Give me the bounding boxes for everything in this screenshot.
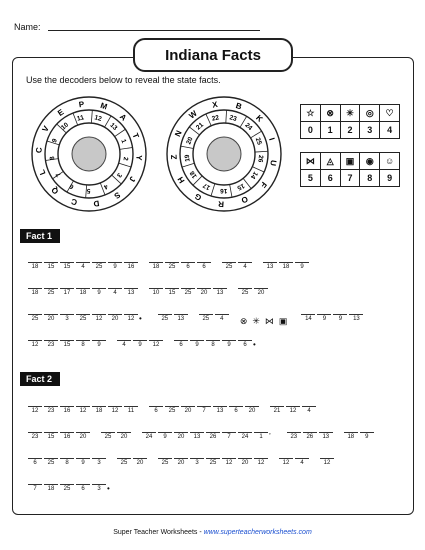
wheel-1-letter: E <box>56 107 66 118</box>
symbol-table-1-symbol-cell: ✳ <box>340 105 360 122</box>
wheel-2-letter: G <box>193 191 204 203</box>
answer-blank[interactable]: 9 <box>158 432 172 440</box>
answer-blank[interactable]: 12 <box>108 406 122 414</box>
answer-blank[interactable]: 20 <box>197 288 211 296</box>
answer-blank[interactable]: 4 <box>76 262 90 270</box>
punctuation-mark: ’ <box>269 432 271 441</box>
answer-blank[interactable]: 13 <box>319 432 333 440</box>
fact-1-word <box>149 288 229 296</box>
answer-blank[interactable]: 20 <box>117 432 131 440</box>
wheel-2-number: 23 <box>228 114 238 123</box>
answer-blank[interactable]: 25 <box>206 458 220 466</box>
answer-blank[interactable]: 9 <box>317 314 331 322</box>
name-field[interactable] <box>48 30 260 31</box>
answer-blank[interactable]: 13 <box>213 406 227 414</box>
answer-blank[interactable]: 20 <box>108 314 122 322</box>
answer-blank[interactable]: 12 <box>286 406 300 414</box>
fact-1-word <box>158 314 190 322</box>
wheel-1-number: 6 <box>68 182 76 191</box>
answer-blank[interactable]: 6 <box>28 458 42 466</box>
fact-1-word <box>301 314 365 322</box>
answer-blank[interactable]: 9 <box>133 340 147 348</box>
answer-blank[interactable]: 20 <box>174 458 188 466</box>
fact-2-word <box>270 406 318 414</box>
fact-1-word <box>28 314 149 323</box>
answer-blank[interactable]: 4 <box>117 340 131 348</box>
answer-blank[interactable]: 7 <box>28 484 42 492</box>
wheel-1-letter: V <box>40 124 51 134</box>
symbol-decoder-table-2 <box>300 152 400 187</box>
wheel-1-number: 3 <box>114 171 123 179</box>
fact-2-word <box>158 458 270 466</box>
answer-blank[interactable]: 12 <box>320 458 334 466</box>
answer-blank[interactable]: 12 <box>92 314 106 322</box>
fact-1-word <box>238 288 270 296</box>
wheel-1-number: 2 <box>121 156 129 161</box>
wheel-2-hub <box>207 137 241 171</box>
wheel-2-number: 25 <box>253 136 263 146</box>
answer-blank[interactable]: 18 <box>28 262 42 270</box>
symbol-clue: ▣ <box>278 316 288 326</box>
answer-blank[interactable]: 3 <box>60 314 74 322</box>
wheel-2-letter: H <box>175 175 187 185</box>
wheel-1-letter: J <box>127 174 138 184</box>
answer-blank[interactable]: 8 <box>76 340 90 348</box>
answer-blank[interactable]: 9 <box>360 432 374 440</box>
answer-blank[interactable]: 9 <box>92 340 106 348</box>
answer-blank[interactable]: 25 <box>92 262 106 270</box>
wheel-1-letter: Q <box>49 185 61 197</box>
symbol-table-2-symbol-cell: ▣ <box>340 153 360 170</box>
answer-blank[interactable]: 13 <box>213 288 227 296</box>
wheel-1-number: 13 <box>108 121 119 132</box>
fact-1-word <box>117 340 165 348</box>
footer-url[interactable]: www.superteacherworksheets.com <box>203 529 312 536</box>
wheel-2-letter: K <box>254 113 265 124</box>
wheel-1-letter: L <box>37 168 48 177</box>
wheel-1-letter: A <box>117 112 129 123</box>
wheel-1-number: 9 <box>51 137 59 144</box>
wheel-2-letter: N <box>173 129 184 139</box>
answer-blank[interactable]: 15 <box>44 262 58 270</box>
answer-blank[interactable]: 1 <box>254 432 268 440</box>
fact-2-word <box>28 432 92 440</box>
fact-1-word <box>199 314 231 322</box>
answer-blank[interactable]: 9 <box>190 340 204 348</box>
answer-blank[interactable]: 18 <box>76 288 90 296</box>
answer-blank[interactable]: 13 <box>124 288 138 296</box>
wheel-1-letter: C <box>34 147 44 154</box>
answer-blank[interactable]: 23 <box>28 432 42 440</box>
wheel-1-letter: P <box>78 99 85 110</box>
wheel-2-number: 15 <box>235 181 246 192</box>
answer-blank[interactable]: 7 <box>222 432 236 440</box>
wheel-1-letter: S <box>112 190 122 201</box>
wheel-2-number: 18 <box>188 169 199 180</box>
fact-2-word <box>320 458 336 466</box>
wheel-2-number: 21 <box>194 121 206 132</box>
wheel-1-letter: D <box>92 198 100 209</box>
answer-blank[interactable]: 25 <box>28 314 42 322</box>
fact-2-line <box>28 458 345 466</box>
wheel-1-letter: M <box>99 100 109 112</box>
answer-blank[interactable]: 25 <box>158 314 172 322</box>
fact-2-word <box>142 432 278 441</box>
punctuation-mark: • <box>107 484 110 493</box>
answer-blank[interactable]: 20 <box>238 458 252 466</box>
answer-blank[interactable]: 23 <box>44 406 58 414</box>
answer-blank[interactable]: 9 <box>295 262 309 270</box>
fact-1-line <box>28 314 374 327</box>
fact-2-word <box>28 484 117 493</box>
wheel-2-letter: F <box>258 180 269 190</box>
answer-blank[interactable]: 25 <box>60 484 74 492</box>
answer-blank[interactable]: 25 <box>165 262 179 270</box>
wheel-2-letter: B <box>234 101 243 112</box>
answer-blank[interactable]: 12 <box>149 340 163 348</box>
answer-blank[interactable]: 25 <box>181 288 195 296</box>
wheel-1-letter: Y <box>134 154 144 161</box>
answer-blank[interactable]: 21 <box>270 406 284 414</box>
fact-2-word <box>149 406 261 414</box>
answer-blank[interactable]: 12 <box>28 406 42 414</box>
answer-blank[interactable]: 18 <box>28 288 42 296</box>
answer-blank[interactable]: 6 <box>197 262 211 270</box>
wheel-1-number: 11 <box>76 114 85 123</box>
symbol-table-1-number-cell: 3 <box>360 122 380 139</box>
symbol-table-1-number-cell: 2 <box>340 122 360 139</box>
answer-blank[interactable]: 12 <box>124 314 138 322</box>
answer-blank[interactable]: 9 <box>333 314 347 322</box>
answer-blank[interactable]: 25 <box>158 458 172 466</box>
answer-blank[interactable]: 9 <box>76 458 90 466</box>
answer-blank[interactable]: 25 <box>165 406 179 414</box>
answer-blank[interactable]: 12 <box>279 458 293 466</box>
wheel-2-letter: X <box>211 99 219 110</box>
symbol-table-1-symbol-cell: ◎ <box>360 105 380 122</box>
symbol-table-1-symbol-cell: ⊗ <box>320 105 340 122</box>
wheel-2-number: 14 <box>248 170 259 180</box>
answer-blank[interactable]: 25 <box>76 314 90 322</box>
answer-blank[interactable]: 7 <box>197 406 211 414</box>
wheel-2-letter: U <box>268 159 279 167</box>
answer-blank[interactable]: 9 <box>92 288 106 296</box>
answer-blank[interactable]: 15 <box>60 340 74 348</box>
symbol-table-1-number-cell: 1 <box>320 122 340 139</box>
fact-1-word <box>149 262 213 270</box>
answer-blank[interactable]: 9 <box>108 262 122 270</box>
symbol-decoder-table-1 <box>300 104 400 139</box>
answer-blank[interactable]: 26 <box>206 432 220 440</box>
symbol-table-2-number-cell: 9 <box>380 170 400 187</box>
page-title: Indiana Facts <box>133 38 293 72</box>
answer-blank[interactable]: 6 <box>174 340 188 348</box>
answer-blank[interactable]: 13 <box>190 432 204 440</box>
fact-2-line <box>28 432 385 441</box>
fact-1-word <box>28 340 108 348</box>
symbol-table-2-symbol-cell: ☺ <box>380 153 400 170</box>
symbol-table-1-number-cell: 4 <box>380 122 400 139</box>
wheel-1-number: 1 <box>119 138 128 145</box>
answer-blank[interactable]: 18 <box>92 406 106 414</box>
symbol-table-2-number-cell: 8 <box>360 170 380 187</box>
answer-blank[interactable]: 13 <box>349 314 363 322</box>
wheel-2-number: 26 <box>256 154 265 163</box>
answer-blank[interactable]: 6 <box>229 406 243 414</box>
wheel-2-number: 24 <box>243 121 254 132</box>
answer-blank[interactable]: 12 <box>222 458 236 466</box>
symbol-table-2-symbol-cell: ◉ <box>360 153 380 170</box>
answer-blank[interactable]: 3 <box>190 458 204 466</box>
fact-1-line <box>28 340 272 349</box>
answer-blank[interactable]: 8 <box>206 340 220 348</box>
fact-2-word <box>279 458 311 466</box>
wheel-2-number: 22 <box>211 114 220 123</box>
decoder-wheel-2 <box>165 95 283 213</box>
answer-blank[interactable]: 16 <box>60 432 74 440</box>
answer-blank[interactable]: 20 <box>76 432 90 440</box>
fact-2-word <box>287 432 335 440</box>
symbol-table-2-symbol-cell: ◬ <box>320 153 340 170</box>
fact-1-word <box>174 340 263 349</box>
wheel-1-letter: T <box>130 131 141 140</box>
answer-blank[interactable]: 24 <box>142 432 156 440</box>
decoder-wheel-1 <box>30 95 148 213</box>
answer-blank[interactable]: 25 <box>199 314 213 322</box>
punctuation-mark: • <box>253 340 256 349</box>
symbol-table-1-symbol-cell: ☆ <box>301 105 321 122</box>
answer-blank[interactable]: 8 <box>60 458 74 466</box>
symbol-table-2-number-cell: 7 <box>340 170 360 187</box>
answer-blank[interactable]: 12 <box>76 406 90 414</box>
answer-blank[interactable]: 17 <box>60 288 74 296</box>
answer-blank[interactable]: 24 <box>238 432 252 440</box>
wheel-1-number: 7 <box>54 171 63 178</box>
wheel-1-hub <box>72 137 106 171</box>
wheel-1-letter: C <box>70 196 79 207</box>
symbol-clue: ⋈ <box>264 316 274 326</box>
answer-blank[interactable]: 3 <box>92 484 106 492</box>
answer-blank[interactable]: 25 <box>117 458 131 466</box>
answer-blank[interactable]: 26 <box>303 432 317 440</box>
punctuation-mark: • <box>139 314 142 323</box>
answer-blank[interactable]: 15 <box>165 288 179 296</box>
name-label: Name: <box>14 22 41 32</box>
answer-blank[interactable]: 20 <box>44 314 58 322</box>
answer-blank[interactable]: 12 <box>28 340 42 348</box>
answer-blank[interactable]: 20 <box>245 406 259 414</box>
answer-blank[interactable]: 25 <box>222 262 236 270</box>
answer-blank[interactable]: 23 <box>287 432 301 440</box>
fact-1-word <box>28 262 140 270</box>
wheel-2-letter: W <box>187 108 199 121</box>
answer-blank[interactable]: 4 <box>215 314 229 322</box>
answer-blank[interactable]: 9 <box>222 340 236 348</box>
answer-blank[interactable]: 20 <box>174 432 188 440</box>
answer-blank[interactable]: 11 <box>124 406 138 414</box>
fact-2-line <box>28 406 327 414</box>
wheel-2-number: 16 <box>220 186 228 195</box>
answer-blank[interactable]: 4 <box>108 288 122 296</box>
answer-blank[interactable]: 4 <box>302 406 316 414</box>
answer-blank[interactable]: 6 <box>76 484 90 492</box>
fact-2-line <box>28 484 126 493</box>
fact-1-word <box>240 316 293 327</box>
symbol-clue: ⊗ <box>239 316 248 326</box>
answer-blank[interactable]: 15 <box>60 262 74 270</box>
wheel-2-letter: O <box>239 194 250 205</box>
answer-blank[interactable]: 6 <box>181 262 195 270</box>
answer-blank[interactable]: 18 <box>344 432 358 440</box>
answer-blank[interactable]: 6 <box>149 406 163 414</box>
answer-blank[interactable]: 13 <box>174 314 188 322</box>
fact-1-word <box>28 288 140 296</box>
answer-blank[interactable]: 20 <box>181 406 195 414</box>
answer-blank[interactable]: 16 <box>60 406 74 414</box>
wheel-2-letter: Z <box>169 154 179 160</box>
symbol-table-2-number-cell: 6 <box>320 170 340 187</box>
fact-1-word <box>263 262 311 270</box>
answer-blank[interactable]: 23 <box>44 340 58 348</box>
answer-blank[interactable]: 15 <box>44 432 58 440</box>
answer-blank[interactable]: 18 <box>279 262 293 270</box>
wheel-1-number: 8 <box>49 155 57 161</box>
wheel-2-letter: R <box>217 199 225 209</box>
answer-blank[interactable]: 16 <box>124 262 138 270</box>
wheel-1-number: 12 <box>93 114 103 123</box>
wheel-1-number: 4 <box>102 182 109 191</box>
footer <box>0 529 425 536</box>
fact-2-word <box>344 432 376 440</box>
fact-2-word <box>28 406 140 414</box>
fact-1-label: Fact 1 <box>20 229 60 243</box>
fact-1-line <box>28 288 279 296</box>
fact-2-word <box>28 458 108 466</box>
answer-blank[interactable]: 3 <box>92 458 106 466</box>
answer-blank[interactable]: 12 <box>254 458 268 466</box>
answer-blank[interactable]: 20 <box>133 458 147 466</box>
wheel-2-letter: I <box>267 136 277 142</box>
symbol-table-2-symbol-cell: ⋈ <box>301 153 321 170</box>
fact-2-word <box>117 458 149 466</box>
answer-blank[interactable]: 25 <box>238 288 252 296</box>
answer-blank[interactable]: 4 <box>295 458 309 466</box>
answer-blank[interactable]: 25 <box>101 432 115 440</box>
answer-blank[interactable]: 14 <box>301 314 315 322</box>
wheel-2-number: 19 <box>183 154 192 163</box>
answer-blank[interactable]: 18 <box>44 484 58 492</box>
instructions: Use the decoders below to reveal the state facts. <box>26 75 221 85</box>
fact-1-line <box>28 262 320 270</box>
answer-blank[interactable]: 13 <box>263 262 277 270</box>
answer-blank[interactable]: 6 <box>238 340 252 348</box>
answer-blank[interactable]: 18 <box>149 262 163 270</box>
answer-blank[interactable]: 25 <box>44 288 58 296</box>
fact-2-word <box>101 432 133 440</box>
wheel-1-number: 5 <box>86 186 91 195</box>
symbol-clue: ✳ <box>252 316 260 326</box>
answer-blank[interactable]: 10 <box>149 288 163 296</box>
symbol-table-1-number-cell: 0 <box>301 122 321 139</box>
symbol-table-1-symbol-cell: ♡ <box>380 105 400 122</box>
symbol-table-2-number-cell: 5 <box>301 170 321 187</box>
footer-brand: Super Teacher Worksheets - <box>113 529 204 536</box>
answer-blank[interactable]: 25 <box>44 458 58 466</box>
answer-blank[interactable]: 20 <box>254 288 268 296</box>
fact-1-word <box>222 262 254 270</box>
answer-blank[interactable]: 4 <box>238 262 252 270</box>
fact-2-label: Fact 2 <box>20 372 60 386</box>
wheel-1-number: 10 <box>59 121 71 132</box>
wheel-2-number: 17 <box>201 181 212 191</box>
wheel-2-number: 20 <box>185 136 195 146</box>
